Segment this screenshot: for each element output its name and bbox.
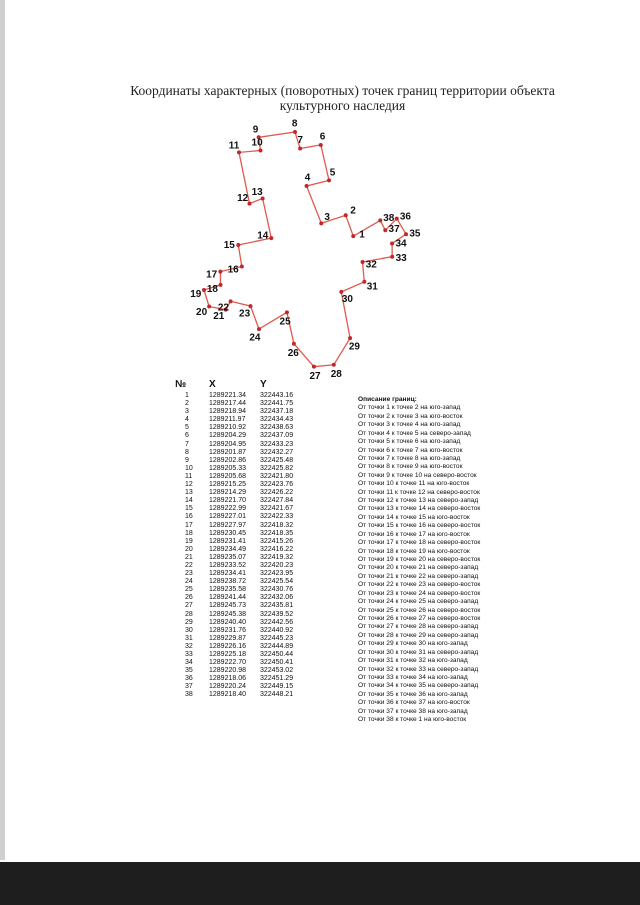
x-coordinate-cell: 1289222.70 — [209, 659, 246, 667]
boundary-point-marker — [218, 270, 222, 274]
table-row — [175, 627, 310, 635]
y-coordinate-cell: 322441.75 — [260, 400, 294, 408]
table-row — [175, 457, 310, 465]
scan-bottom-edge — [0, 862, 640, 905]
description-line: От точки 32 к точке 33 на северо-запад — [358, 665, 479, 673]
table-row — [175, 586, 310, 594]
description-line: От точки 12 к точке 13 на северо-запад — [358, 497, 479, 505]
table-row — [175, 530, 310, 538]
boundary-point-marker — [258, 149, 262, 153]
point-number-cell: 30 — [185, 626, 193, 634]
boundary-point-label: 5 — [329, 167, 336, 179]
description-line: От точки 37 к точке 38 на юго-запад — [358, 707, 468, 715]
table-row — [175, 611, 310, 619]
x-coordinate-cell: 1289227.97 — [209, 521, 246, 529]
x-coordinate-cell: 1289241.44 — [209, 594, 246, 602]
boundary-point-marker — [390, 241, 394, 245]
point-number-cell: 20 — [185, 545, 193, 553]
boundary-point-label: 36 — [399, 211, 411, 223]
point-number-cell: 18 — [185, 529, 193, 537]
point-number-cell: 25 — [185, 586, 193, 594]
table-row — [175, 691, 310, 699]
x-coordinate-cell: 1289205.33 — [209, 464, 246, 472]
boundary-point-marker — [293, 130, 297, 134]
description-line: От точки 3 к точке 4 на юго-запад — [358, 421, 461, 429]
scan-left-edge — [0, 0, 5, 860]
boundary-point-label: 30 — [341, 294, 353, 305]
point-number-cell: 23 — [185, 570, 193, 578]
description-line: От точки 11 к точке 12 на северо-восток — [358, 488, 480, 496]
description-line: От точки 19 к точке 20 на северо-восток — [358, 556, 481, 564]
table-row — [175, 497, 310, 505]
x-coordinate-cell: 1289211.97 — [209, 416, 246, 424]
table-row — [175, 667, 310, 675]
y-coordinate-cell: 322415.26 — [260, 537, 294, 545]
table-row — [175, 424, 310, 432]
boundary-point-label: 27 — [309, 371, 321, 383]
boundary-description — [358, 396, 558, 724]
table-row — [175, 473, 310, 481]
point-number-cell: 5 — [185, 424, 189, 432]
boundary-point-marker — [327, 178, 331, 182]
table-row — [175, 513, 310, 521]
x-coordinate-cell: 1289233.52 — [209, 561, 246, 569]
table-row — [175, 449, 310, 457]
point-number-cell: 29 — [185, 618, 193, 626]
point-number-cell: 33 — [185, 651, 193, 658]
y-coordinate-cell: 322450.41 — [260, 659, 294, 667]
table-row — [175, 408, 310, 416]
boundary-point-label: 38 — [383, 213, 395, 224]
y-coordinate-cell: 322442.56 — [260, 618, 294, 626]
y-coordinate-cell: 322435.81 — [260, 602, 294, 610]
x-coordinate-cell: 1289205.68 — [209, 472, 246, 480]
y-coordinate-cell: 322423.95 — [260, 570, 294, 578]
point-number-cell: 11 — [185, 472, 193, 480]
boundary-point-marker — [351, 234, 355, 238]
point-number-cell: 15 — [185, 505, 193, 513]
y-coordinate-cell: 322418.35 — [260, 529, 294, 537]
description-line: От точки 2 к точке 3 на юго-восток — [358, 412, 463, 420]
point-number-cell: 14 — [185, 497, 193, 505]
description-line: От точки 10 к точке 11 на юго-восток — [358, 480, 470, 488]
boundary-point-marker — [236, 243, 240, 247]
y-coordinate-cell: 322421.80 — [260, 472, 294, 480]
boundary-point-marker — [404, 232, 408, 236]
table-row — [175, 441, 310, 449]
y-coordinate-cell: 322437.18 — [260, 408, 294, 416]
x-coordinate-cell: 1289226.16 — [209, 642, 246, 650]
boundary-point-label: 29 — [348, 341, 360, 353]
description-line: От точки 38 к точке 1 на юго-восток — [358, 716, 467, 724]
boundary-point-label: 20 — [196, 306, 208, 318]
x-coordinate-cell: 1289245.73 — [209, 602, 246, 610]
boundary-point-marker — [319, 143, 323, 147]
point-number-cell: 12 — [185, 481, 193, 489]
y-coordinate-cell: 322440.92 — [260, 626, 294, 634]
table-row — [175, 416, 310, 424]
point-number-cell: 7 — [185, 440, 189, 448]
boundary-point-marker — [202, 288, 206, 292]
boundary-point-marker — [361, 260, 365, 264]
table-row — [175, 546, 310, 554]
table-row — [175, 659, 310, 667]
boundary-point-label: 10 — [251, 137, 263, 149]
y-coordinate-cell: 322437.09 — [260, 432, 294, 440]
table-row — [175, 522, 310, 530]
description-line: От точки 22 к точке 23 на северо-восток — [358, 581, 481, 589]
x-coordinate-cell: 1289214.29 — [209, 489, 246, 497]
table-header-row — [175, 378, 310, 392]
boundary-point-marker — [240, 264, 244, 268]
y-coordinate-cell: 322423.76 — [260, 481, 294, 489]
table-row — [175, 554, 310, 562]
description-line: От точки 29 к точке 30 на юго-запад — [358, 640, 468, 648]
description-line: От точки 31 к точке 32 на юго-запад — [358, 657, 468, 665]
description-line: От точки 9 к точке 10 на северо-восток — [358, 471, 477, 479]
table-row — [175, 505, 310, 513]
y-coordinate-cell: 322419.32 — [260, 553, 294, 561]
x-coordinate-cell: 1289201.87 — [209, 448, 246, 456]
boundary-point-marker — [285, 310, 289, 314]
x-coordinate-cell: 1289225.18 — [209, 651, 246, 658]
boundary-point-label: 26 — [287, 348, 299, 360]
boundary-point-label: 11 — [228, 140, 240, 152]
boundary-point-label: 25 — [279, 316, 291, 328]
y-coordinate-cell: 322443.16 — [260, 392, 294, 399]
y-coordinate-cell: 322425.54 — [260, 578, 294, 586]
x-coordinate-cell: 1289215.25 — [209, 481, 246, 489]
column-header-y: Y — [260, 379, 267, 390]
column-header-number: № — [175, 379, 187, 390]
boundary-point-marker — [229, 299, 233, 303]
point-number-cell: 4 — [185, 416, 189, 424]
boundary-point-label: 12 — [237, 193, 249, 205]
table-row — [175, 594, 310, 602]
x-coordinate-cell: 1289230.45 — [209, 529, 246, 537]
x-coordinate-cell: 1289222.99 — [209, 505, 246, 513]
document-title: Координаты характерных (поворотных) точек границ территории объекта культурного наследия — [130, 83, 555, 113]
x-coordinate-cell: 1289218.40 — [209, 691, 246, 699]
point-number-cell: 36 — [185, 675, 193, 683]
boundary-point-marker — [332, 363, 336, 367]
description-line: От точки 27 к точке 28 на северо-запад — [358, 623, 479, 631]
point-number-cell: 1 — [185, 392, 189, 399]
y-coordinate-cell: 322433.23 — [260, 440, 294, 448]
coordinates-table — [175, 378, 310, 700]
description-line: От точки 30 к точке 31 на северо-запад — [358, 648, 479, 656]
description-line: От точки 35 к точке 36 на юго-запад — [358, 690, 468, 698]
boundary-point-label: 8 — [291, 118, 298, 130]
boundary-point-label: 16 — [227, 264, 239, 276]
boundary-point-marker — [292, 342, 296, 346]
boundary-point-label: 3 — [324, 212, 330, 223]
boundary-point-label: 9 — [252, 124, 259, 136]
point-number-cell: 37 — [185, 683, 193, 691]
description-line: От точки 28 к точке 29 на северо-запад — [358, 631, 479, 639]
point-number-cell: 22 — [185, 561, 193, 569]
boundary-point-marker — [390, 255, 394, 259]
point-number-cell: 31 — [185, 634, 193, 642]
table-row — [175, 481, 310, 489]
x-coordinate-cell: 1289221.34 — [209, 392, 246, 399]
point-number-cell: 16 — [185, 513, 193, 521]
y-coordinate-cell: 322425.82 — [260, 464, 294, 472]
y-coordinate-cell: 322418.32 — [260, 521, 294, 529]
boundary-point-label: 35 — [409, 228, 421, 240]
boundary-point-marker — [257, 327, 261, 331]
table-row — [175, 635, 310, 643]
boundary-point-marker — [312, 365, 316, 369]
table-row — [175, 643, 310, 651]
y-coordinate-cell: 322438.63 — [260, 424, 294, 432]
description-line: От точки 25 к точке 26 на северо-восток — [358, 606, 481, 614]
boundary-point-label: 37 — [388, 223, 400, 235]
table-body — [175, 392, 310, 700]
boundary-point-label: 31 — [366, 281, 378, 293]
description-line: От точки 16 к точке 17 на юго-восток — [358, 530, 470, 538]
point-number-cell: 19 — [185, 537, 193, 545]
point-number-cell: 6 — [185, 432, 189, 440]
y-coordinate-cell: 322449.15 — [260, 683, 294, 691]
y-coordinate-cell: 322416.22 — [260, 545, 294, 553]
boundary-point-label: 1 — [359, 229, 365, 241]
description-line: От точки 6 к точке 7 на юго-восток — [358, 446, 463, 454]
x-coordinate-cell: 1289218.06 — [209, 675, 246, 683]
y-coordinate-cell: 322444.89 — [260, 642, 294, 650]
point-number-cell: 17 — [185, 521, 193, 529]
y-coordinate-cell: 322426.22 — [260, 489, 294, 497]
x-coordinate-cell: 1289234.41 — [209, 570, 246, 578]
y-coordinate-cell: 322420.23 — [260, 561, 294, 569]
description-line: От точки 26 к точке 27 на северо-восток — [358, 614, 481, 622]
description-line: От точки 8 к точке 9 на юго-восток — [358, 463, 463, 471]
point-number-cell: 34 — [185, 659, 193, 667]
boundary-point-label: 17 — [206, 269, 218, 281]
table-row — [175, 562, 310, 570]
boundary-point-label: 13 — [251, 186, 263, 198]
description-line: От точки 1 к точке 2 на юго-запад — [358, 404, 461, 412]
point-number-cell: 38 — [185, 691, 193, 699]
table-row — [175, 602, 310, 610]
table-row — [175, 570, 310, 578]
boundary-point-marker — [383, 228, 387, 232]
boundary-point-marker — [362, 280, 366, 284]
x-coordinate-cell: 1289218.94 — [209, 408, 246, 416]
x-coordinate-cell: 1289240.40 — [209, 618, 246, 626]
boundary-point-label: 34 — [395, 238, 407, 250]
x-coordinate-cell: 1289229.87 — [209, 634, 246, 642]
y-coordinate-cell: 322430.76 — [260, 586, 294, 594]
x-coordinate-cell: 1289235.07 — [209, 553, 246, 561]
boundary-point-marker — [305, 184, 309, 188]
table-row — [175, 392, 310, 400]
boundary-point-label: 18 — [206, 284, 218, 296]
description-lines — [358, 404, 558, 724]
x-coordinate-cell: 1289204.95 — [209, 440, 246, 448]
table-row — [175, 400, 310, 408]
boundary-point-label: 21 — [213, 310, 225, 322]
boundary-point-label: 14 — [257, 230, 269, 242]
description-line: От точки 34 к точке 35 на северо-запад — [358, 682, 479, 690]
x-coordinate-cell: 1289204.29 — [209, 432, 246, 440]
boundary-point-label: 24 — [249, 332, 261, 344]
x-coordinate-cell: 1289227.01 — [209, 513, 246, 521]
y-coordinate-cell: 322451.29 — [260, 675, 294, 683]
x-coordinate-cell: 1289202.86 — [209, 456, 246, 464]
boundary-point-label: 6 — [319, 131, 326, 143]
y-coordinate-cell: 322421.67 — [260, 505, 294, 513]
boundary-plan — [190, 118, 460, 383]
description-line: От точки 13 к точке 14 на северо-восток — [358, 505, 481, 513]
table-row — [175, 683, 310, 691]
boundary-point-marker — [378, 218, 382, 222]
x-coordinate-cell: 1289210.92 — [209, 424, 246, 432]
boundary-point-marker — [395, 217, 399, 221]
boundary-point-marker — [219, 283, 223, 287]
description-line: От точки 18 к точке 19 на юго-восток — [358, 547, 470, 555]
point-number-cell: 3 — [185, 408, 189, 416]
x-coordinate-cell: 1289235.58 — [209, 586, 246, 594]
description-line: От точки 15 к точке 16 на северо-восток — [358, 522, 481, 530]
y-coordinate-cell: 322434.43 — [260, 416, 294, 424]
point-number-cell: 13 — [185, 489, 193, 497]
y-coordinate-cell: 322448.21 — [260, 691, 294, 699]
y-coordinate-cell: 322439.52 — [260, 610, 294, 618]
description-heading: Описание границ: — [358, 396, 417, 403]
point-number-cell: 28 — [185, 610, 193, 618]
description-line: От точки 7 к точке 8 на юго-запад — [358, 454, 461, 462]
point-number-cell: 27 — [185, 602, 193, 610]
boundary-point-label: 15 — [223, 240, 235, 252]
column-header-x: X — [209, 379, 216, 390]
point-number-cell: 24 — [185, 578, 193, 586]
description-line: От точки 17 к точке 18 на северо-восток — [358, 539, 481, 547]
table-row — [175, 432, 310, 440]
table-row — [175, 675, 310, 683]
description-line: От точки 5 к точке 6 на юго-запад — [358, 438, 461, 446]
x-coordinate-cell: 1289238.72 — [209, 578, 246, 586]
x-coordinate-cell: 1289220.24 — [209, 683, 246, 691]
point-number-cell: 26 — [185, 594, 193, 602]
point-number-cell: 10 — [185, 464, 193, 472]
x-coordinate-cell: 1289221.70 — [209, 497, 246, 505]
boundary-point-label: 33 — [395, 253, 407, 265]
boundary-point-marker — [348, 336, 352, 340]
x-coordinate-cell: 1289217.44 — [209, 400, 246, 408]
boundary-point-label: 19 — [190, 289, 202, 301]
description-line: От точки 4 к точке 5 на северо-запад — [358, 429, 471, 437]
point-number-cell: 2 — [185, 400, 189, 408]
description-line: От точки 24 к точке 25 на северо-запад — [358, 598, 479, 606]
x-coordinate-cell: 1289220.98 — [209, 667, 246, 675]
description-line: От точки 14 к точке 15 на юго-восток — [358, 513, 470, 521]
y-coordinate-cell: 322432.06 — [260, 594, 294, 602]
boundary-point-marker — [207, 305, 211, 309]
table-row — [175, 578, 310, 586]
table-row — [175, 465, 310, 473]
boundary-point-label: 32 — [365, 259, 377, 271]
point-number-cell: 8 — [185, 448, 189, 456]
y-coordinate-cell: 322427.84 — [260, 497, 294, 505]
x-coordinate-cell: 1289231.76 — [209, 626, 246, 634]
point-number-cell: 21 — [185, 553, 193, 561]
table-row — [175, 651, 310, 659]
point-number-cell: 32 — [185, 642, 193, 650]
description-line: От точки 33 к точке 34 на юго-запад — [358, 673, 468, 681]
boundary-point-label: 23 — [239, 308, 251, 320]
x-coordinate-cell: 1289245.38 — [209, 610, 246, 618]
y-coordinate-cell: 322432.27 — [260, 448, 294, 456]
description-line: От точки 20 к точке 21 на северо-запад — [358, 564, 479, 572]
point-number-cell: 9 — [185, 456, 189, 464]
y-coordinate-cell: 322422.33 — [260, 513, 294, 521]
boundary-point-label: 2 — [350, 205, 356, 217]
boundary-point-marker — [344, 213, 348, 217]
y-coordinate-cell: 322445.23 — [260, 634, 294, 642]
boundary-point-label: 7 — [297, 135, 303, 146]
boundary-point-label: 4 — [304, 172, 311, 184]
description-line: От точки 36 к точке 37 на юго-восток — [358, 699, 470, 707]
point-number-cell: 35 — [185, 667, 193, 675]
boundary-point-marker — [319, 221, 323, 225]
description-line: От точки 21 к точке 22 на северо-запад — [358, 572, 479, 580]
table-row — [175, 619, 310, 627]
table-row — [175, 538, 310, 546]
boundary-point-label: 22 — [217, 302, 229, 314]
y-coordinate-cell: 322450.44 — [260, 651, 294, 658]
description-line: От точки 23 к точке 24 на северо-восток — [358, 589, 481, 597]
x-coordinate-cell: 1289234.49 — [209, 545, 246, 553]
table-row — [175, 489, 310, 497]
y-coordinate-cell: 322425.48 — [260, 456, 294, 464]
boundary-point-marker — [298, 146, 302, 150]
boundary-point-marker — [269, 236, 273, 240]
x-coordinate-cell: 1289231.41 — [209, 537, 246, 545]
y-coordinate-cell: 322453.02 — [260, 667, 294, 675]
boundary-point-label: 28 — [330, 368, 342, 380]
